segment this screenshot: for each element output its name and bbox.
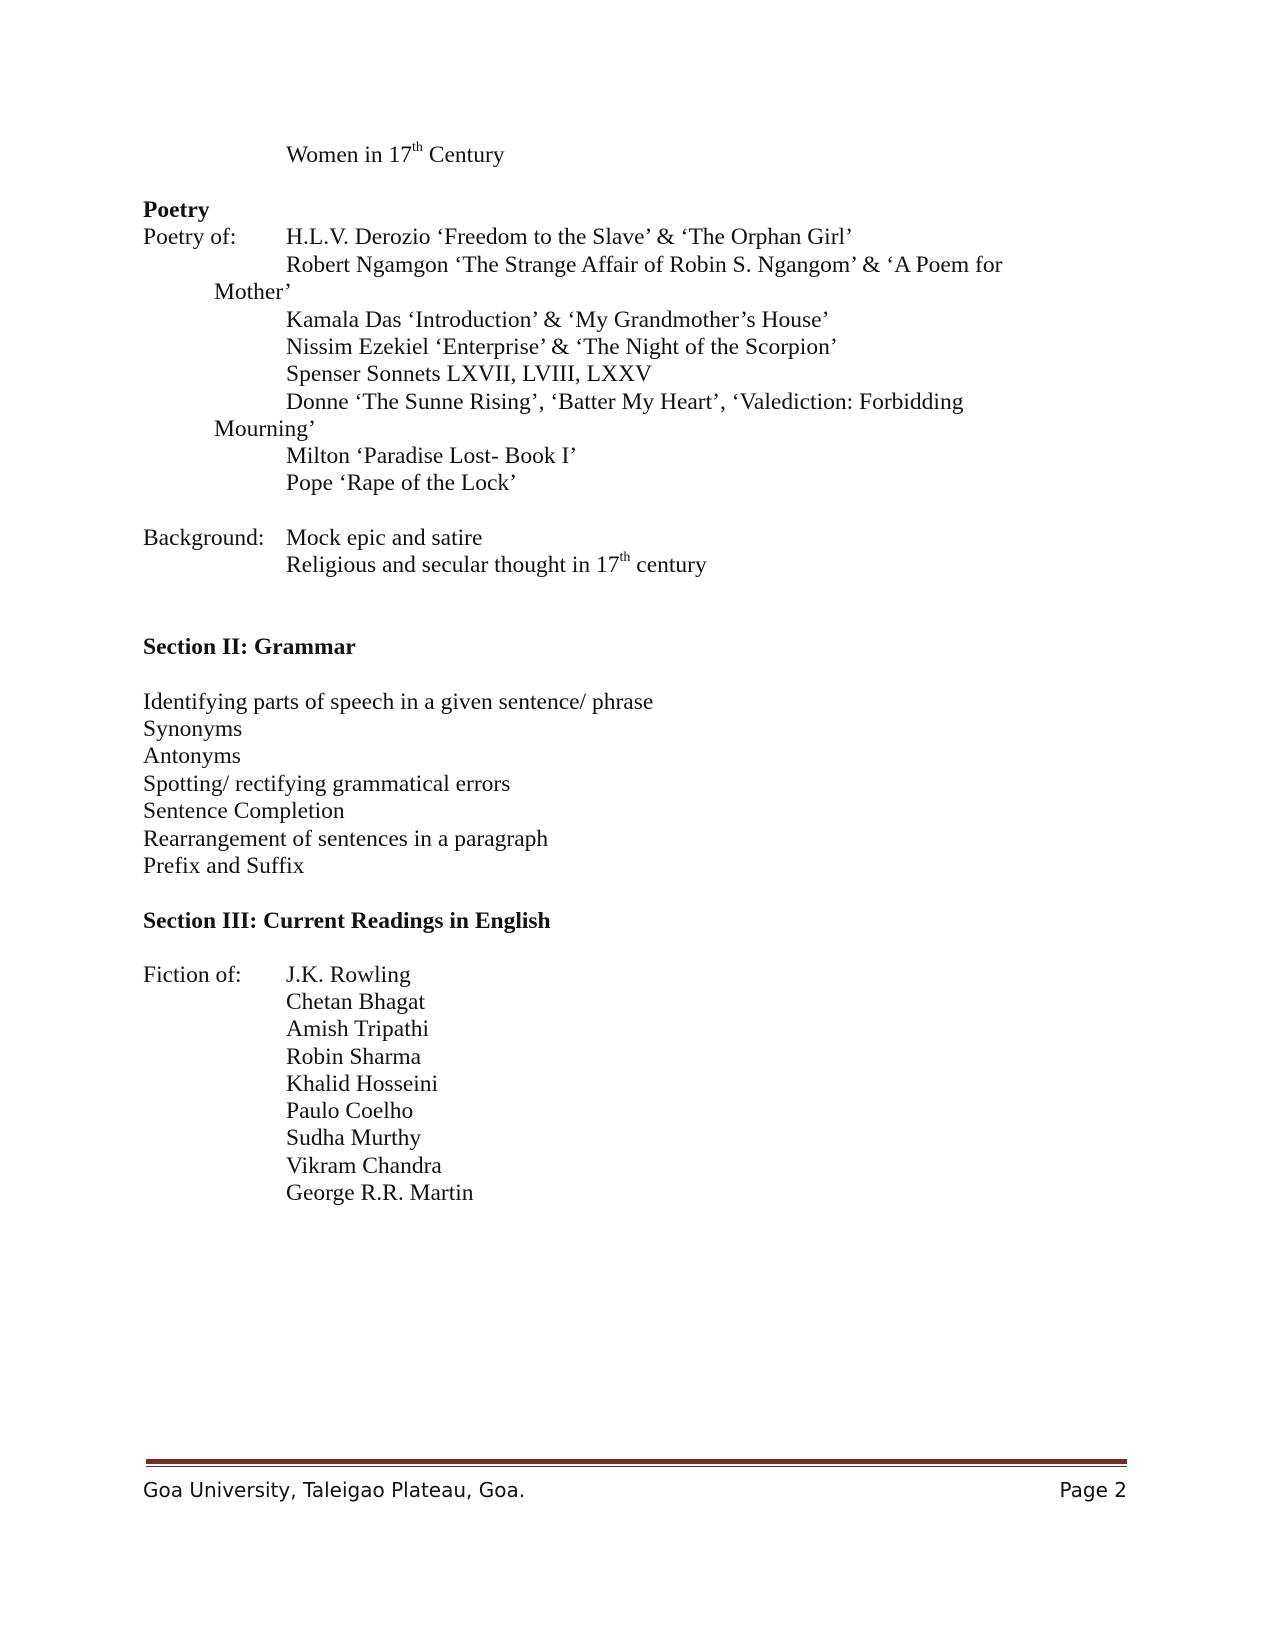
poetry-line: Spenser Sonnets LXVII, LVIII, LXXV [286,361,652,387]
footer-rule-thick [146,1459,1127,1464]
grammar-heading: Section II: Grammar [143,634,356,660]
author-item: Robin Sharma [286,1044,422,1070]
grammar-item: Spotting/ rectifying grammatical errors [143,771,511,797]
author-item: Khalid Hosseini [286,1071,439,1097]
author-item: Paulo Coelho [286,1098,414,1124]
footer-institution: Goa University, Taleigao Plateau, Goa. [143,1478,526,1502]
author-item: J.K. Rowling [286,962,411,988]
poetry-line: Robert Ngamgon ‘The Strange Affair of Robin S. Ngangom’ & ‘A Poem for [286,252,1003,278]
fiction-of-label: Fiction of: [143,962,242,988]
grammar-item: Antonyms [143,743,241,769]
grammar-item: Rearrangement of sentences in a paragraph [143,826,549,852]
current-readings-heading: Section III: Current Readings in English [143,908,551,934]
poetry-line: H.L.V. Derozio ‘Freedom to the Slave’ & ‘The Orphan Girl’ [286,224,853,250]
background-label: Background: [143,525,265,551]
footer-rule-thin [146,1466,1127,1467]
author-item: Amish Tripathi [286,1016,429,1042]
author-item: Chetan Bhagat [286,989,426,1015]
background-line: Mock epic and satire [286,525,483,551]
author-item: George R.R. Martin [286,1180,474,1206]
poetry-line: Kamala Das ‘Introduction’ & ‘My Grandmother’s House’ [286,307,830,333]
poetry-line-wrap: Mourning’ [214,416,316,442]
poetry-line-wrap: Mother’ [214,279,292,305]
poetry-line: Donne ‘The Sunne Rising’, ‘Batter My Heart’, ‘Valediction: Forbidding [286,389,964,415]
background-line: Religious and secular thought in 17th century [286,550,707,578]
author-item: Sudha Murthy [286,1125,422,1151]
poetry-line: Pope ‘Rape of the Lock’ [286,470,518,496]
grammar-item: Identifying parts of speech in a given sentence/ phrase [143,689,654,715]
grammar-item: Synonyms [143,716,243,742]
page-number: Page 2 [1059,1478,1127,1502]
women-17th-century-line: Women in 17th Century [286,140,505,168]
poetry-line: Nissim Ezekiel ‘Enterprise’ & ‘The Night of the Scorpion’ [286,334,838,360]
grammar-item: Sentence Completion [143,798,345,824]
poetry-line: Milton ‘Paradise Lost- Book I’ [286,443,578,469]
poetry-heading: Poetry [143,197,210,223]
grammar-item: Prefix and Suffix [143,853,305,879]
poetry-of-label: Poetry of: [143,224,237,250]
author-item: Vikram Chandra [286,1153,442,1179]
